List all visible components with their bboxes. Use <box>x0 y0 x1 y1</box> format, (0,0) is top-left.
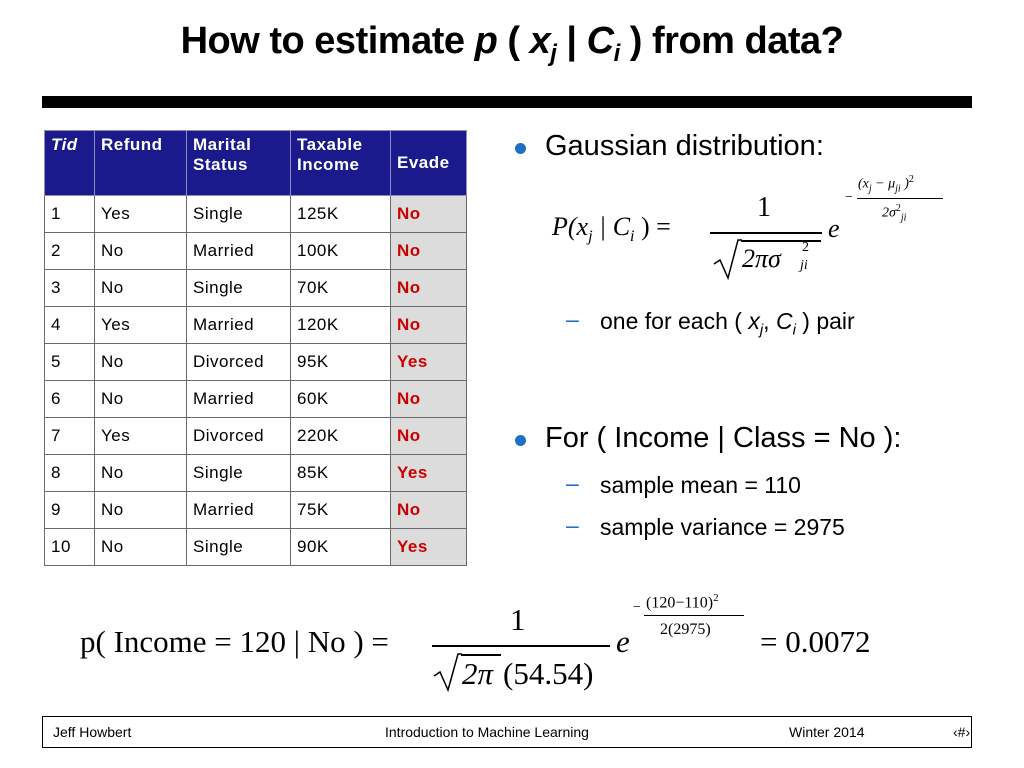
cell-marital: Single <box>187 196 291 233</box>
cell-tid: 10 <box>45 529 95 566</box>
formula2-e: e <box>616 624 630 659</box>
cell-income: 70K <box>291 270 391 307</box>
cell-marital: Single <box>187 270 291 307</box>
cell-refund: No <box>95 492 187 529</box>
formula1-exp-numerator: ($x_j - \mu_{ji}$ )$^2$ <box>858 174 914 195</box>
title-suffix: ) from data? <box>619 20 844 62</box>
formula1-den-sup: 2 <box>802 240 809 255</box>
header-income-line1: Taxable <box>297 135 363 154</box>
title-divider-thick <box>42 99 972 108</box>
title-open: ( <box>497 20 530 62</box>
cell-income: 100K <box>291 233 391 270</box>
cell-evade: No <box>391 196 467 233</box>
cell-tid: 6 <box>45 381 95 418</box>
cell-tid: 3 <box>45 270 95 307</box>
cell-refund: Yes <box>95 418 187 455</box>
header-marital-line2: Status <box>193 155 248 174</box>
cell-evade: No <box>391 418 467 455</box>
formula1-exp-minus: − <box>845 190 853 205</box>
formula2-sqrt-icon <box>432 650 462 694</box>
cell-income: 75K <box>291 492 391 529</box>
cell-evade: No <box>391 270 467 307</box>
dash-icon: – <box>566 512 579 538</box>
cell-evade: No <box>391 492 467 529</box>
cell-evade: No <box>391 307 467 344</box>
table-row <box>45 529 467 566</box>
cell-income: 220K <box>291 418 391 455</box>
footer-author: Jeff Howbert <box>53 724 132 740</box>
formula2-result: = 0.0072 <box>760 624 871 659</box>
bullet-dot-icon <box>515 435 526 446</box>
footer-term: Winter 2014 <box>789 724 865 740</box>
cell-income: 95K <box>291 344 391 381</box>
cell-marital: Married <box>187 381 291 418</box>
formula1-sqrt-icon <box>712 236 742 282</box>
cell-refund: No <box>95 381 187 418</box>
table-row <box>45 418 467 455</box>
cell-tid: 4 <box>45 307 95 344</box>
header-marital-line1: Marital <box>193 135 252 154</box>
cell-marital: Single <box>187 529 291 566</box>
formula1-e: e <box>828 214 840 243</box>
table-row <box>45 492 467 529</box>
formula1-exp-denominator: $2\sigma^2_{ji}$ <box>882 203 907 224</box>
cell-refund: No <box>95 270 187 307</box>
header-income <box>291 131 391 196</box>
cell-refund: No <box>95 455 187 492</box>
training-data-table <box>44 130 467 566</box>
formula1-sqrt-bar <box>741 240 821 242</box>
formula2-lhs: p( Income = 120 | No ) = <box>80 624 389 659</box>
header-refund: Refund <box>95 131 187 196</box>
formula1-exp-bar <box>857 198 943 199</box>
header-income-line2: Income <box>297 155 360 174</box>
table-row <box>45 196 467 233</box>
bullet-for-income-text: For ( Income | Class = No ): <box>545 422 902 454</box>
cell-tid: 2 <box>45 233 95 270</box>
cell-evade: No <box>391 381 467 418</box>
formula2-exp-bar <box>644 615 744 616</box>
formula1-fraction-bar <box>710 232 822 234</box>
title-bar: | <box>556 20 587 62</box>
formula1-numerator: 1 <box>757 192 771 223</box>
table-row <box>45 344 467 381</box>
footer-page-number: ‹#› <box>953 724 971 740</box>
formula1-lhs: $P(x_j$ | $C_i$ ) = <box>552 212 671 246</box>
cell-refund: No <box>95 344 187 381</box>
formula2-den-root: 2π <box>462 656 494 691</box>
bullet-dot-icon <box>515 143 526 154</box>
formula2-exp-denominator: 2(2975) <box>660 621 711 638</box>
cell-evade: Yes <box>391 344 467 381</box>
formula2-den-rest: (54.54) <box>503 656 594 691</box>
formula2-fraction-bar <box>432 645 610 647</box>
cell-evade: No <box>391 233 467 270</box>
cell-income: 90K <box>291 529 391 566</box>
formula1-den-sub: ji <box>800 258 808 273</box>
title-text: How to estimate <box>180 20 475 62</box>
header-evade: Evade <box>391 131 467 196</box>
cell-income: 85K <box>291 455 391 492</box>
slide-title <box>0 20 1024 68</box>
cell-refund: Yes <box>95 307 187 344</box>
cell-tid: 8 <box>45 455 95 492</box>
cell-marital: Married <box>187 307 291 344</box>
slide-footer <box>42 716 972 748</box>
cell-evade: Yes <box>391 529 467 566</box>
cell-income: 125K <box>291 196 391 233</box>
table-header-row <box>45 131 467 196</box>
formula2-exp-minus: − <box>633 600 641 615</box>
footer-course: Introduction to Machine Learning <box>385 724 589 740</box>
title-x: x <box>529 20 551 62</box>
header-marital <box>187 131 291 196</box>
header-tid: Tid <box>45 131 95 196</box>
cell-marital: Married <box>187 233 291 270</box>
cell-income: 120K <box>291 307 391 344</box>
table-row <box>45 381 467 418</box>
cell-marital: Single <box>187 455 291 492</box>
cell-marital: Married <box>187 492 291 529</box>
cell-marital: Divorced <box>187 418 291 455</box>
cell-marital: Divorced <box>187 344 291 381</box>
title-i: i <box>613 40 620 67</box>
cell-evade: Yes <box>391 455 467 492</box>
cell-tid: 1 <box>45 196 95 233</box>
dash-icon: – <box>566 470 579 496</box>
dash-icon: – <box>566 306 579 332</box>
formula1-denominator: 2πσ <box>742 244 781 273</box>
table-row <box>45 233 467 270</box>
cell-income: 60K <box>291 381 391 418</box>
cell-refund: No <box>95 529 187 566</box>
table-row <box>45 455 467 492</box>
cell-refund: Yes <box>95 196 187 233</box>
formula2-exp-numerator: $(120-110)^2$ <box>646 592 719 612</box>
cell-tid: 5 <box>45 344 95 381</box>
title-j: j <box>550 40 557 67</box>
title-p: p <box>474 20 498 62</box>
table-row <box>45 270 467 307</box>
cell-tid: 9 <box>45 492 95 529</box>
table-row <box>45 307 467 344</box>
cell-refund: No <box>95 233 187 270</box>
cell-tid: 7 <box>45 418 95 455</box>
bullet-gaussian-text: Gaussian distribution: <box>545 130 824 162</box>
formula2-numerator: 1 <box>510 602 526 637</box>
title-c: C <box>586 20 614 62</box>
